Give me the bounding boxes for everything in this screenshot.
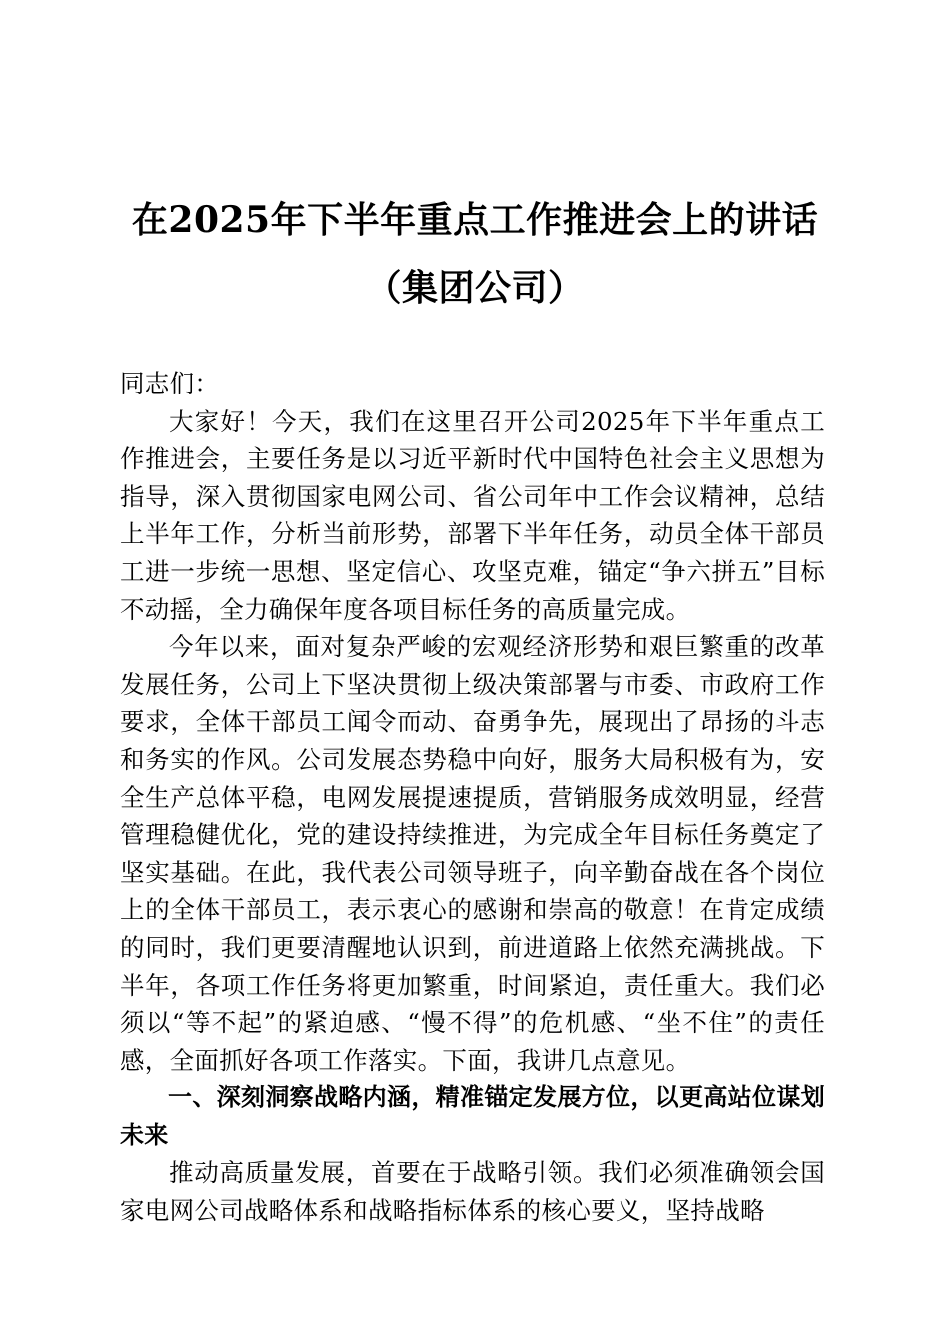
document-subtitle: （集团公司） [365, 267, 585, 309]
document-body [120, 365, 825, 1230]
paragraph-opening: 大家好！今天，我们在这里召开公司2025年下半年重点工作推进会，主要任务是以习近平新时代中国特色社会主义思想为指导，深入贯彻国家电网公司、省公司年中工作会议精神，总结上半年工作，分析当前形势，部署下半年任务，动员全体干部员工进一步统一思想、坚定信心、攻坚克难，锚定“争六拼五”目标不动摇，全力确保年度各项目标任务的高质量完成。 [120, 406, 825, 624]
section-heading-1: 一、深刻洞察战略内涵，精准锚定发展方位，以更高站位谋划未来 [120, 1083, 825, 1149]
salutation: 同志们： [120, 369, 220, 398]
paragraph-strategy: 推动高质量发展，首要在于战略引领。我们必须准确领会国家电网公司战略体系和战略指标体系的核心要义，坚持战略 [120, 1158, 825, 1226]
document-title: 在2025年下半年重点工作推进会上的讲话 [131, 199, 819, 241]
paragraph-review: 今年以来，面对复杂严峻的宏观经济形势和艰巨繁重的改革发展任务，公司上下坚决贯彻上级决策部署与市委、市政府工作要求，全体干部员工闻令而动、奋勇争先，展现出了昂扬的斗志和务实的作风。公司发展态势稳中向好，服务大局积极有为，安全生产总体平稳，电网发展提速提质，营销服务成效明显，经营管理稳健优化，党的建设持续推进，为完成全年目标任务奠定了坚实基础。在此，我代表公司领导班子，向辛勤奋战在各个岗位上的全体干部员工，表示衷心的感谢和崇高的敬意！在肯定成绩的同时，我们更要清醒地认识到，前进道路上依然充满挑战。下半年，各项工作任务将更加繁重，时间紧迫，责任重大。我们必须以“等不起”的紧迫感、“慢不得”的危机感、“坐不住”的责任感，全面抓好各项工作落实。下面，我讲几点意见。 [120, 632, 825, 1075]
